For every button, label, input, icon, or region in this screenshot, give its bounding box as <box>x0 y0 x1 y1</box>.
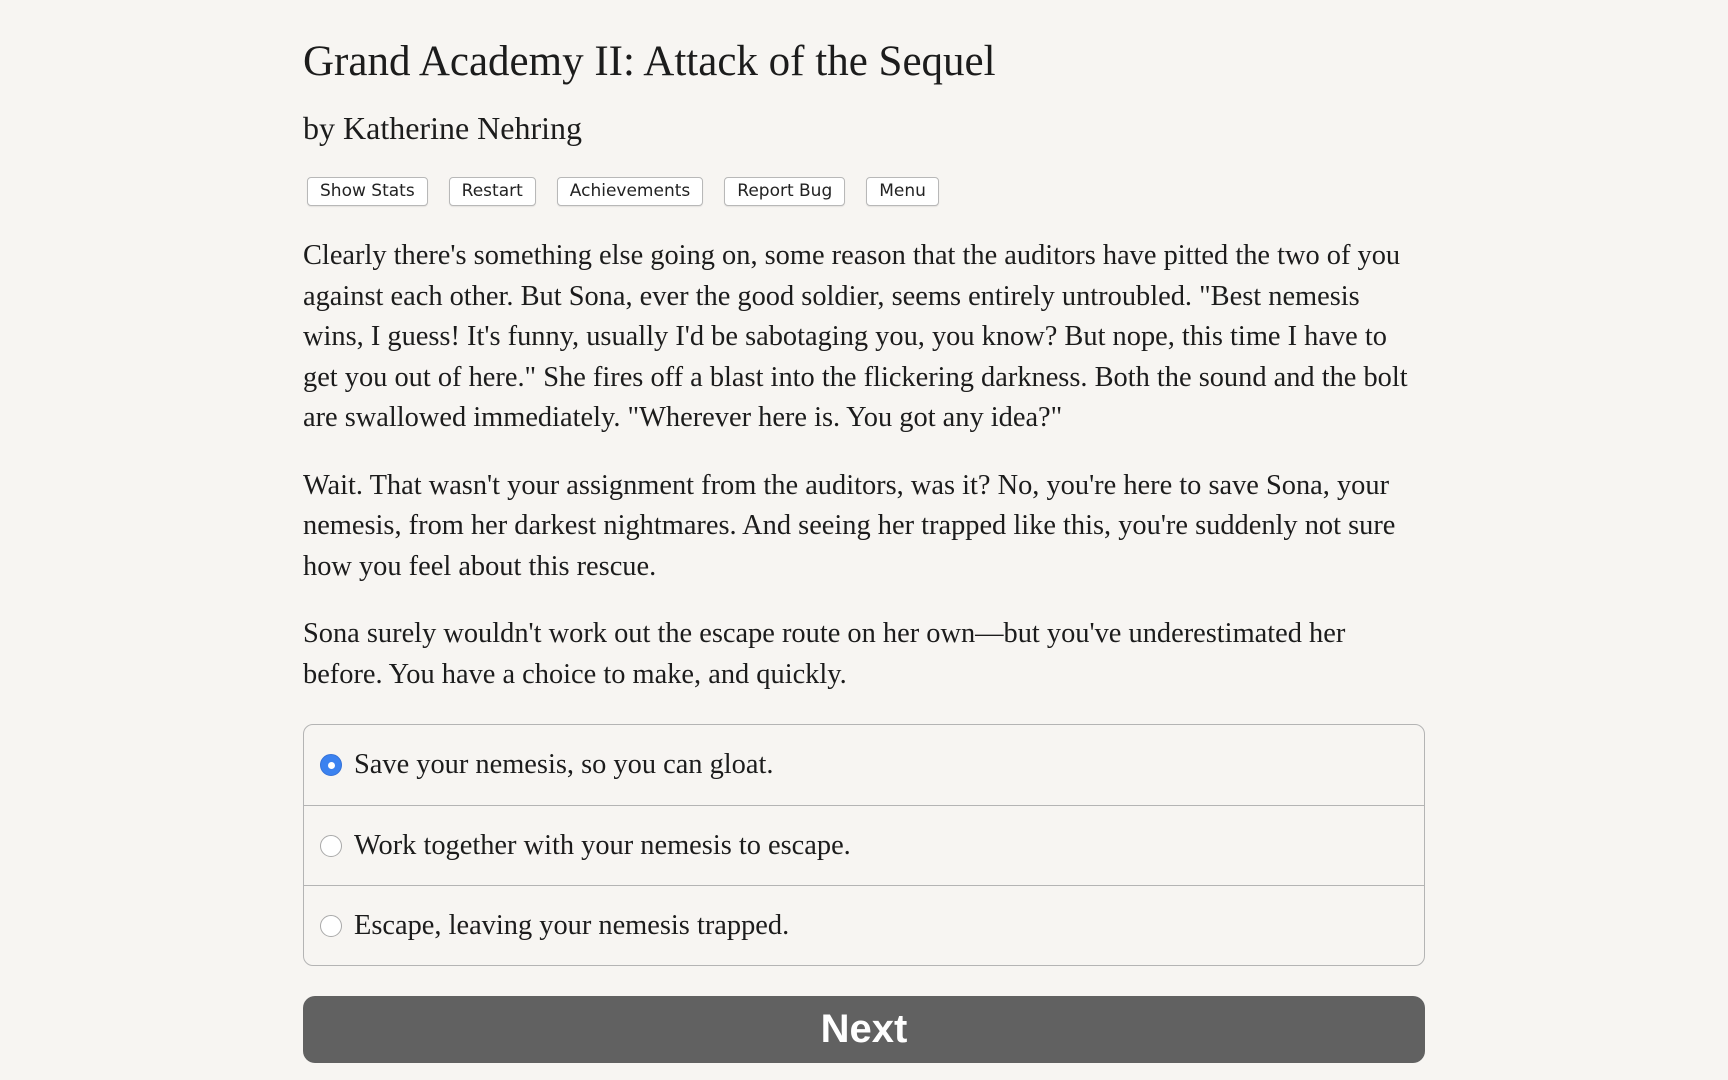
story-paragraph: Clearly there's something else going on, some reason that the auditors have pitted the two of you against each other. But Sona, ever the good soldier, seems entirely untroubled. "Best nemesis wins, I guess! It's funny, usually I'd be sabotaging you, you know? But nope, this time I have to get you out of here." She fires off a blast into the flickering darkness. Both the sound and the bolt are swallowed immediately. "Wherever here is. You got any idea?" <box>303 240 1408 433</box>
story-paragraph: Sona surely wouldn't work out the escape route on her own—but you've underestimated her before. You have a choice to make, and quickly. <box>303 618 1346 690</box>
author-byline: by Katherine Nehring <box>303 110 583 146</box>
story-text <box>303 236 1425 722</box>
toolbar <box>307 177 939 206</box>
choice-label: Work together with your nemesis to escape. <box>354 829 851 861</box>
radio-button[interactable] <box>320 835 342 857</box>
restart-button[interactable]: Restart <box>449 177 536 206</box>
choice-option[interactable] <box>304 805 1424 885</box>
page-title: Grand Academy II: Attack of the Sequel <box>303 38 996 85</box>
next-button[interactable]: Next <box>303 996 1425 1063</box>
choice-option[interactable] <box>304 725 1424 805</box>
choice-list <box>303 724 1425 966</box>
radio-button[interactable] <box>320 915 342 937</box>
choice-label: Save your nemesis, so you can gloat. <box>354 749 774 780</box>
choice-option[interactable] <box>304 885 1424 965</box>
radio-button-selected[interactable] <box>320 754 342 776</box>
story-paragraph: Wait. That wasn't your assignment from the auditors, was it? No, you're here to save Sona, your nemesis, from her darkest nightmares. And seeing her trapped like this, you're suddenly not sure how you feel about this rescue. <box>303 469 1396 582</box>
menu-button[interactable]: Menu <box>866 177 939 206</box>
choice-label: Escape, leaving your nemesis trapped. <box>354 909 790 941</box>
show-stats-button[interactable]: Show Stats <box>307 177 428 206</box>
report-bug-button[interactable]: Report Bug <box>724 177 845 206</box>
achievements-button[interactable]: Achievements <box>557 177 703 206</box>
